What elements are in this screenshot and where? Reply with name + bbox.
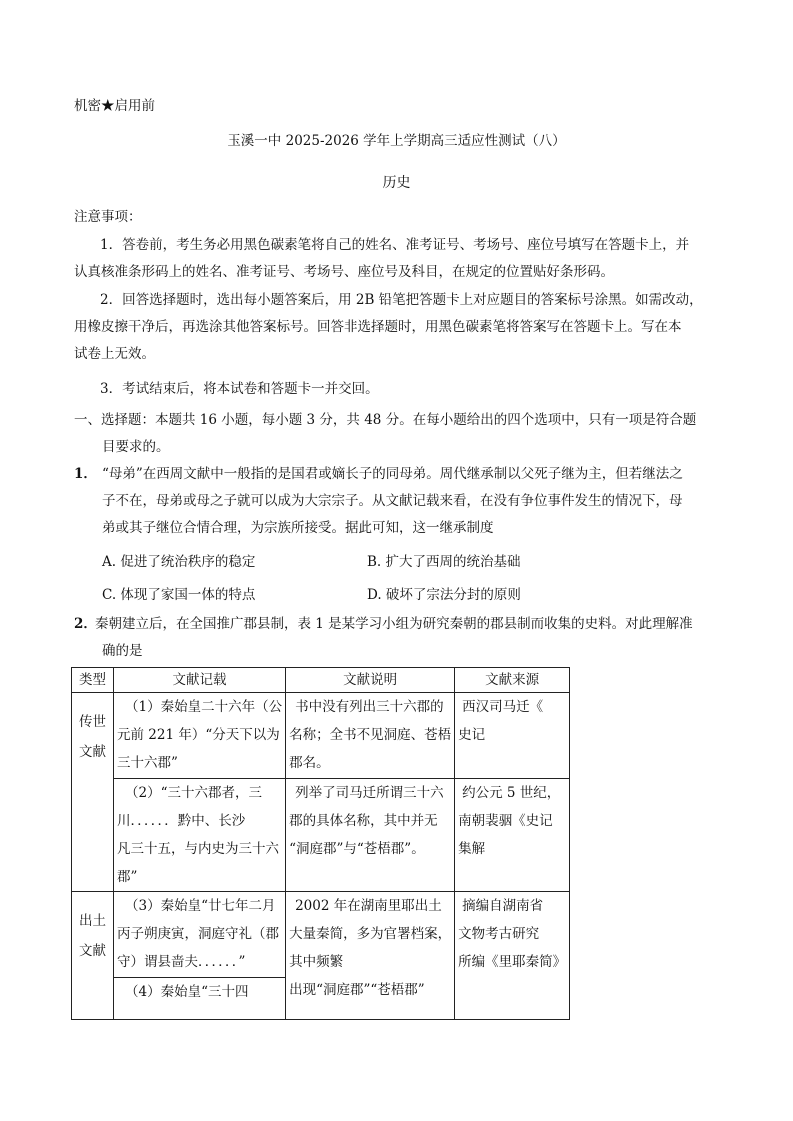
exam-title: 玉溪一中 2025-2026 学年上学期高三适应性测试（八） <box>227 133 566 149</box>
type-cell <box>72 693 114 892</box>
question-text: 子不在，母弟或母之子就可以成为大宗宗子。从文献记载来看，在没有争位事件发生的情况下，母 <box>102 493 683 509</box>
cell-text: 出现“洞庭郡”“苍梧郡” <box>289 982 425 998</box>
type-label: 文献 <box>79 744 106 760</box>
note-line: 用橡皮擦干净后，再选涂其他答案标号。回答非选择题时，用黑色碳素笔将答案写在答题卡上。写在本 <box>74 319 682 335</box>
note-cell <box>286 693 455 779</box>
note-cell <box>286 779 455 892</box>
question-text: 弟或其子继位合情合理，为宗族所接受。据此可知，这一继承制度 <box>102 520 494 536</box>
table-header: 文献来源 <box>455 668 570 693</box>
cell-text: 约公元 5 世纪， <box>462 785 561 801</box>
cell-text: 郡的具体名称，其中并无 <box>289 813 438 829</box>
cell-text: 所编《里耶秦简》 <box>458 954 567 970</box>
cell-text: （1）秦始皇二十六年（公 <box>125 699 283 715</box>
note-line: 认真核准条形码上的姓名、准考证号、考场号、座位号及科目，在规定的位置贴好条形码。 <box>74 264 614 280</box>
option-b[interactable]: B. 扩大了西周的统治基础 <box>367 554 521 570</box>
cell-text: 元前 221 年）“分天下以为 <box>117 727 280 743</box>
note-line: 2．回答选择题时，选出每小题答案后，用 2B 铅笔把答题卡上对应题目的答案标号涂黑。如需改动， <box>100 292 703 308</box>
source-cell <box>455 693 570 779</box>
cell-text: 丙子朔庚寅，洞庭守礼（郡 <box>117 926 279 942</box>
question-number: 2． <box>74 616 97 632</box>
cell-text: 2002 年在湖南里耶出土 <box>295 898 442 914</box>
cell-text: 凡三十五，与内史为三十六 <box>117 841 279 857</box>
question-text: “母弟”在西周文献中一般指的是国君或嫡长子的同母弟。周代继承制以父死子继为主，但若继法之 <box>102 466 683 482</box>
record-cell <box>114 892 286 978</box>
note-cell <box>286 892 455 1020</box>
notes-heading: 注意事项： <box>74 209 142 225</box>
section-heading-cont: 目要求的。 <box>102 439 170 455</box>
cell-text: 大量秦简，多为官署档案， <box>289 926 452 942</box>
type-cell <box>72 892 114 1020</box>
cell-text: 摘编自湖南省 <box>462 898 544 914</box>
cell-text: （3）秦始皇“廿七年二月 <box>125 898 276 914</box>
cell-text: 郡” <box>117 869 138 885</box>
type-label: 文献 <box>79 943 106 959</box>
subject-title: 历史 <box>382 175 411 191</box>
record-cell <box>114 779 286 892</box>
option-d[interactable]: D. 破坏了宗法分封的原则 <box>367 587 521 603</box>
cell-text: 名称；全书不见洞庭、苍梧 <box>289 727 452 743</box>
cell-text: 集解 <box>458 841 486 857</box>
cell-text: 三十六郡” <box>117 755 178 771</box>
note-line: 1．答卷前，考生务必用黑色碳素笔将自己的姓名、准考证号、考场号、座位号填写在答题卡上，并 <box>100 237 690 253</box>
cell-text: “洞庭郡”与“苍梧郡”。 <box>289 841 425 857</box>
source-table <box>71 667 570 1020</box>
section-heading: 一、选择题：本题共 16 小题，每小题 3 分，共 48 分。在每小题给出的四个选项中，只有一项是符合题 <box>74 412 697 428</box>
cell-text: 文物考古研究 <box>458 926 540 942</box>
cell-text: 郡名。 <box>289 755 330 771</box>
cell-text: 其中频繁 <box>289 954 344 970</box>
type-label: 出土 <box>79 913 106 929</box>
table-header: 类型 <box>72 668 114 693</box>
cell-text: 西汉司马迁《 <box>462 699 544 715</box>
option-a[interactable]: A. 促进了统治秩序的稳定 <box>102 554 256 570</box>
cell-text: 川．．．．．．黔中、长沙 <box>117 813 246 829</box>
source-cell <box>455 892 570 1020</box>
note-line: 3．考试结束后，将本试卷和答题卡一并交回。 <box>100 381 379 397</box>
cell-text: （2）“三十六郡者，三 <box>125 785 262 801</box>
table-header: 文献说明 <box>286 668 455 693</box>
table-header-row <box>72 668 570 693</box>
record-cell <box>114 978 286 1020</box>
cell-text: 史记 <box>458 727 486 743</box>
table-row <box>72 693 570 779</box>
cell-text: 列举了司马迁所谓三十六 <box>295 785 444 801</box>
table-row <box>72 779 570 892</box>
note-line: 试卷上无效。 <box>74 346 155 362</box>
type-label: 传世 <box>79 714 106 730</box>
question-text: 确的是 <box>102 643 143 659</box>
question-text: 秦朝建立后，在全国推广郡县制，表 1 是某学习小组为研究秦朝的郡县制而收集的史料。对此理解准 <box>95 616 693 632</box>
table-row <box>72 892 570 978</box>
record-cell <box>114 693 286 779</box>
table-header: 文献记载 <box>114 668 286 693</box>
cell-text: 书中没有列出三十六郡的 <box>295 699 444 715</box>
source-cell <box>455 779 570 892</box>
cell-text: 南朝裴骃《史记 <box>458 813 553 829</box>
option-c[interactable]: C. 体现了家国一体的特点 <box>102 587 256 603</box>
cell-text: 守）谓县啬夫．．．．．．” <box>117 954 246 970</box>
question-number: 1． <box>74 466 97 482</box>
cell-text: （4）秦始皇“三十四 <box>125 984 249 1000</box>
secret-mark: 机密★启用前 <box>74 98 155 114</box>
